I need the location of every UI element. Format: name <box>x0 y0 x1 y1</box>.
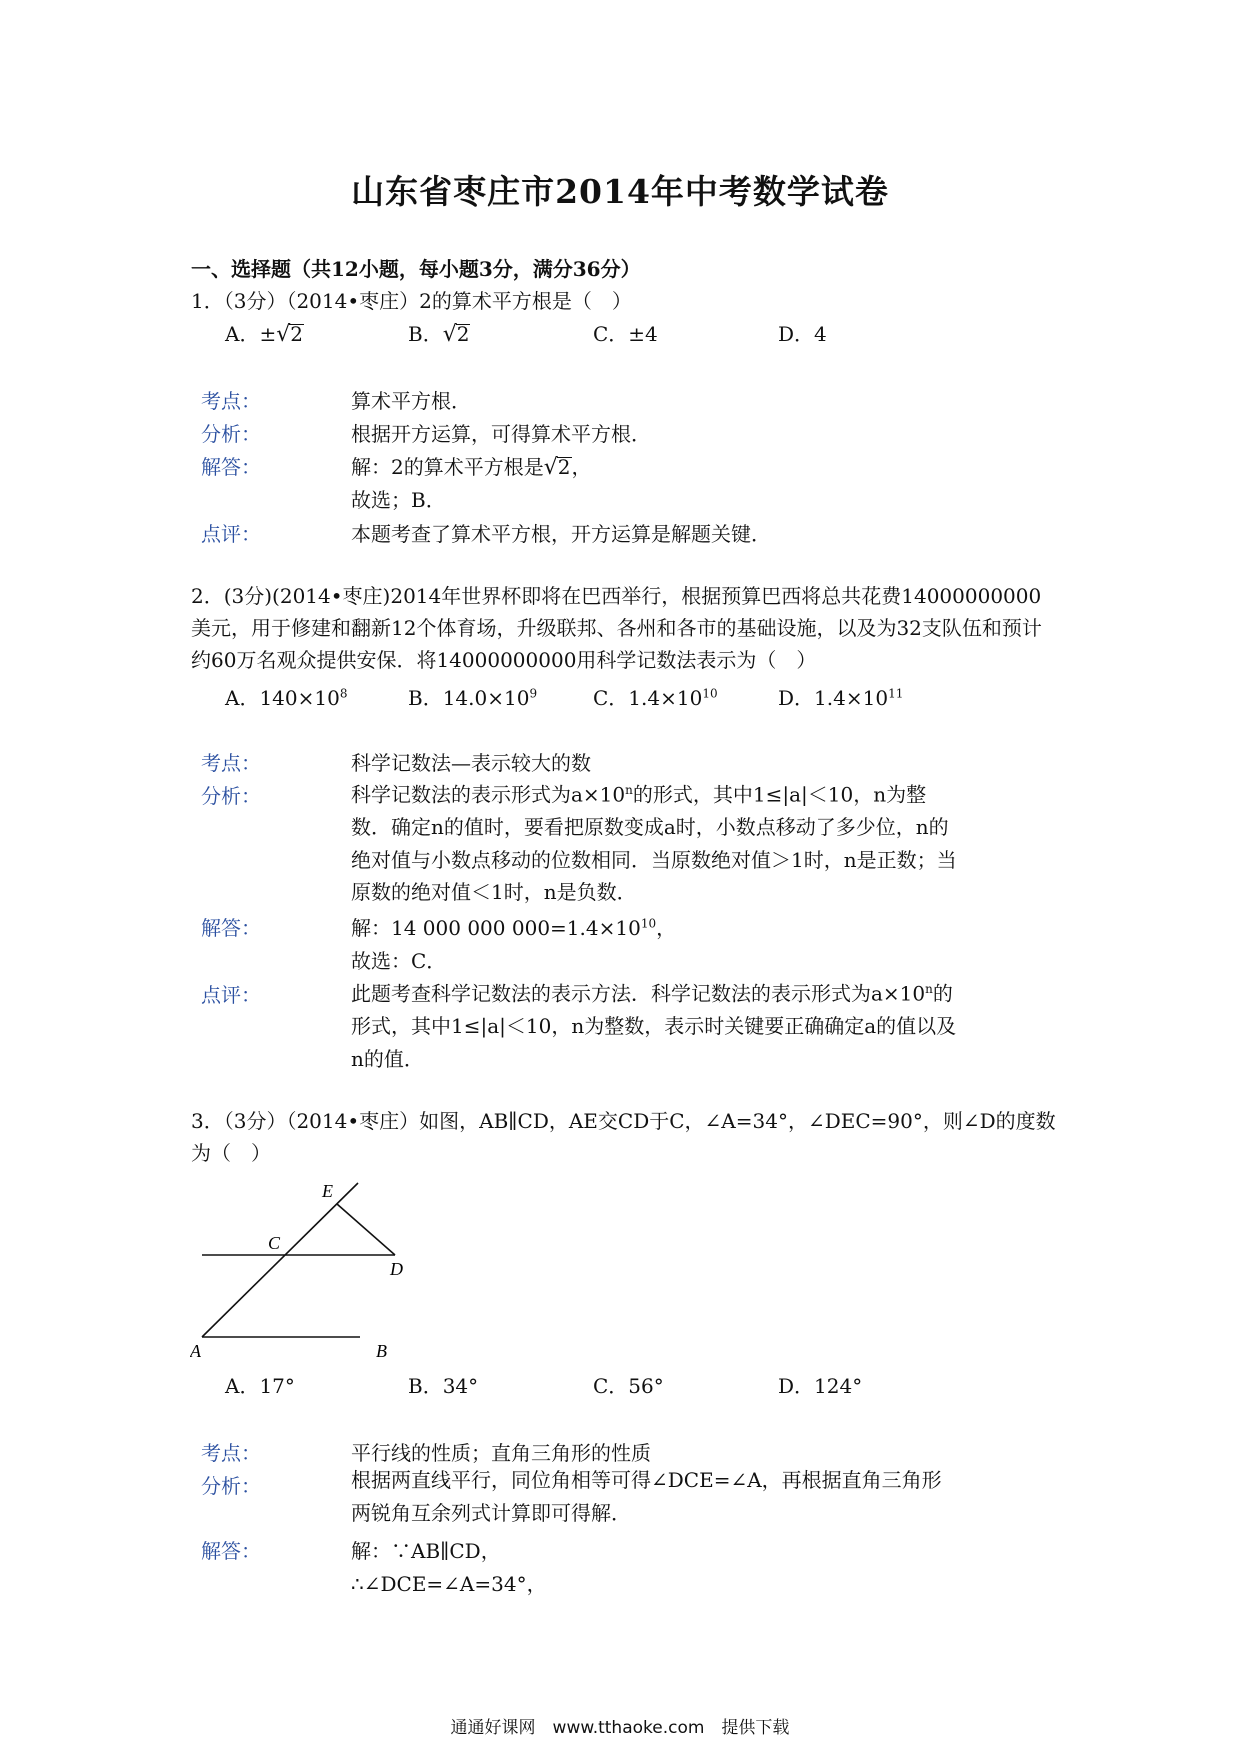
label-c: C <box>268 1233 281 1253</box>
q1-option-c: C．±4 <box>593 322 658 346</box>
q2-kaodian: 科学记数法—表示较大的数 <box>351 751 591 775</box>
label-a: A <box>190 1341 201 1360</box>
q3-option-a: A．17° <box>225 1374 295 1398</box>
q3-stem: 3．（3分）（2014•枣庄）如图，AB∥CD，AE交CD于C，∠A=34°，∠DEC=90°，则∠D的度数为（ ） <box>191 1109 1056 1165</box>
section-header: 一、选择题（共12小题，每小题3分，满分36分） <box>191 257 641 281</box>
q3-option-d: D．124° <box>778 1374 863 1398</box>
q2-option-c: C．$1.4\times 10^{10}$ <box>593 686 718 710</box>
q2-jieda-line1: 解：14 000 000 $000=1.4\times 10^{10}$， <box>351 916 677 940</box>
q1-dianping-label: 点评： <box>201 522 261 546</box>
line-ae <box>202 1183 358 1337</box>
q1-option-b: B．√2 <box>408 322 470 347</box>
q2-option-a: A．$140\times 10^8$ <box>225 686 348 710</box>
q1-jieda-line2: 故选；B． <box>351 488 446 512</box>
q2-dianping: 此题考查科学记数法的表示方法．科学记数法的表示形式为$a\times 10^n$的形式，其中1≤|a|＜10，n为整数，表示时关键要正确确定a的值以及n的值． <box>351 981 957 1071</box>
q3-option-b: B．34° <box>408 1374 479 1398</box>
q1-option-a: A．±√2 <box>225 322 303 347</box>
q3-jieda-line2: ∴∠DCE=∠A=34°， <box>351 1572 547 1596</box>
q1-jieda-line1: 解：2的算术平方根是√2， <box>351 455 592 480</box>
q3-jieda-label: 解答： <box>201 1539 261 1563</box>
q2-jieda-label: 解答： <box>201 916 261 940</box>
q1-kaodian-label: 考点： <box>201 389 261 413</box>
q2-option-b: B．$14.0\times 10^9$ <box>408 686 538 710</box>
q3-kaodian-label: 考点： <box>201 1441 261 1465</box>
q1-option-d: D．4 <box>778 322 827 346</box>
q1-jieda-label: 解答： <box>201 455 261 479</box>
q3-jieda-line1: 解：∵AB∥CD， <box>351 1539 501 1563</box>
q2-fenxi-label: 分析： <box>201 784 261 808</box>
q2-dianping-label: 点评： <box>201 983 261 1007</box>
line-ed <box>337 1204 395 1255</box>
label-e: E <box>322 1181 333 1201</box>
q3-geometry-figure <box>190 1175 430 1360</box>
q1-kaodian: 算术平方根． <box>351 389 471 413</box>
q2-fenxi: 科学记数法的表示形式为$a\times 10^n$的形式，其中1≤|a|＜10，n为整数．确定n的值时，要看把原数变成a时，小数点移动了多少位，n的绝对值与小数点移动的位数相同．当原数绝对值＞1时，n是正数；当原数的绝对值＜1时，n是负数． <box>351 782 957 905</box>
q3-fenxi-label: 分析： <box>201 1474 261 1498</box>
q3-option-c: C．56° <box>593 1374 664 1398</box>
label-d: D <box>390 1259 403 1279</box>
q2-jieda-line2: 故选：C． <box>351 949 447 973</box>
q1-fenxi: 根据开方运算，可得算术平方根． <box>351 422 651 446</box>
q3-kaodian: 平行线的性质；直角三角形的性质 <box>351 1441 651 1465</box>
q1-fenxi-label: 分析： <box>201 422 261 446</box>
label-b: B <box>376 1341 387 1360</box>
q1-dianping: 本题考查了算术平方根，开方运算是解题关键． <box>351 522 771 546</box>
page-footer: 通通好课网 www.tthaoke.com 提供下载 <box>450 1718 790 1738</box>
page-title: 山东省枣庄市2014年中考数学试卷 <box>351 172 889 211</box>
q2-option-d: D．$1.4\times 10^{11}$ <box>778 686 904 710</box>
q2-stem: 2．(3分)(2014•枣庄)2014年世界杯即将在巴西举行，根据预算巴西将总共花费14000000000美元，用于修建和翻新12个体育场，升级联邦、各州和各市的基础设施，以及为32支队伍和预计约60万名观众提供安保．将14000000000用科学记数法表示为（ ） <box>191 584 1042 672</box>
q2-kaodian-label: 考点： <box>201 751 261 775</box>
q3-fenxi: 根据两直线平行，同位角相等可得∠DCE=∠A，再根据直角三角形两锐角互余列式计算即可得解． <box>351 1468 942 1525</box>
q1-stem: 1．（3分）（2014•枣庄）2的算术平方根是（ ） <box>191 289 632 313</box>
